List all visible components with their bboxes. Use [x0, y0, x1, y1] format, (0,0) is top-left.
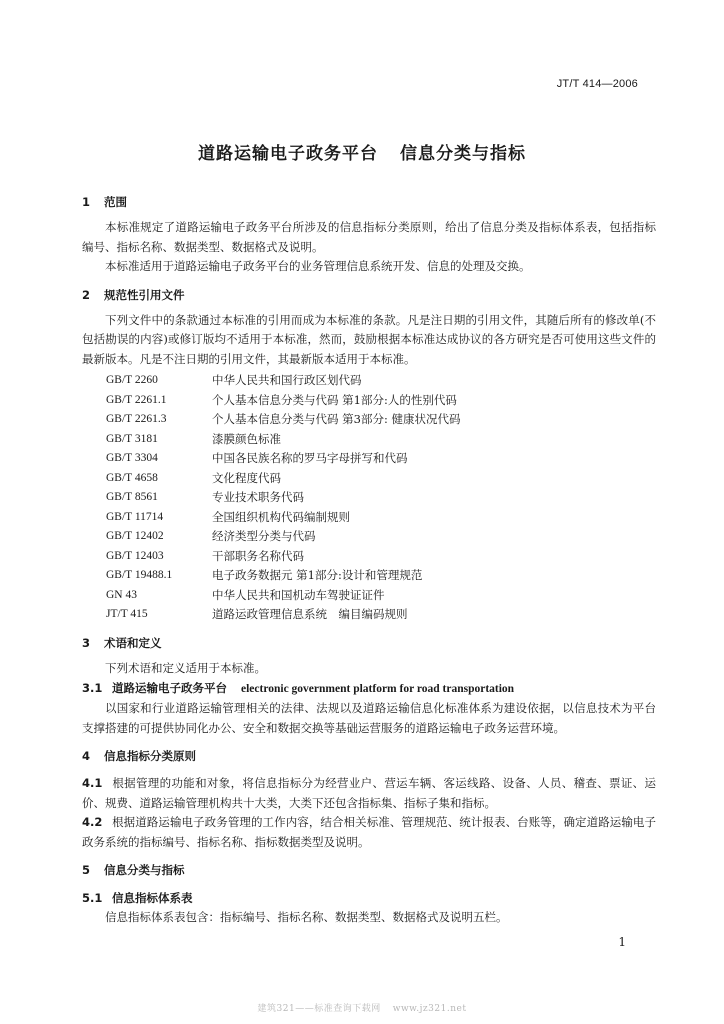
document-body: [82, 192, 656, 928]
term-english: electronic government platform for road transportation: [241, 683, 515, 695]
reference-code: GB/T 2261.3: [106, 413, 167, 425]
reference-item: [82, 371, 656, 391]
section-title: 信息分类与指标: [104, 863, 185, 877]
reference-code: GB/T 8561: [106, 491, 158, 503]
reference-title: 电子政务数据元 第1部分:设计和管理规范: [212, 568, 423, 582]
section-2-paragraph-1: 下列文件中的条款通过本标准的引用而成为本标准的条款。凡是注日期的引用文件，其随后所有的修改单(不包括勘误的内容)或修订版均不适用于本标准，然而，鼓励根据本标准达成协议的各方研究是否可使用这些文件的最新版本。凡是不注日期的引用文件，其最新版本适用于本标准。: [82, 312, 656, 366]
clause-text: 根据管理的功能和对象，将信息指标分为经营业户、营运车辆、客运线路、设备、人员、稽查、票证、运价、规费、道路运输管理机构共十大类，大类下还包含指标集、指标子集和指标。: [82, 776, 656, 810]
section-4-heading: [82, 746, 656, 766]
section-title: 范围: [104, 195, 127, 209]
reference-title: 文化程度代码: [212, 470, 281, 485]
reference-code: GB/T 19488.1: [106, 569, 173, 581]
reference-item: [82, 391, 656, 411]
page-number: 1: [618, 935, 626, 949]
normative-references-list: [82, 371, 656, 625]
watermark-site-name: 建筑321——标准查询下载网: [257, 1004, 381, 1014]
reference-code: GB/T 11714: [106, 510, 164, 523]
section-number: 4: [82, 749, 91, 763]
section-number: 5: [82, 863, 91, 877]
reference-item: [82, 586, 656, 606]
reference-code: GB/T 2261.1: [106, 393, 167, 406]
reference-item: [82, 488, 656, 508]
reference-code: JT/T 415: [106, 608, 148, 620]
section-1-paragraph-1: 本标准规定了道路运输电子政务平台所涉及的信息指标分类原则，给出了信息分类及指标体系表，包括指标编号、指标名称、数据类型、数据格式及说明。: [82, 220, 656, 254]
reference-title: 道路运政管理信息系统 编目编码规则: [212, 607, 408, 621]
term-3-1-definition: 以国家和行业道路运输管理相关的法律、法规以及道路运输信息化标准体系为建设依据，以信息技术为平台支撑搭建的可提供协同化办公、安全和数据交换等基础运营服务的道路运输电子政务运营环境。: [82, 701, 656, 735]
reference-item: [82, 508, 656, 528]
reference-code: GB/T 4658: [106, 471, 158, 484]
reference-code: GN 43: [106, 588, 137, 601]
subsection-number: 5.1: [82, 891, 103, 905]
reference-title: 漆膜颜色标准: [212, 431, 281, 446]
reference-code: GB/T 3181: [106, 432, 158, 445]
reference-title: 经济类型分类与代码: [212, 529, 316, 543]
section-2-heading: [82, 285, 656, 305]
reference-item: [82, 449, 656, 469]
reference-title: 干部职务名称代码: [212, 548, 304, 563]
section-3-paragraph-1: 下列术语和定义适用于本标准。: [105, 660, 266, 675]
reference-title: 个人基本信息分类与代码 第3部分: 健康状况代码: [212, 412, 461, 426]
section-1-paragraph-2: 本标准适用于道路运输电子政务平台的业务管理信息系统开发、信息的处理及交换。: [105, 259, 531, 273]
subsection-title: 信息指标体系表: [112, 891, 193, 905]
reference-item: [82, 430, 656, 450]
term-3-1-heading: [82, 678, 656, 699]
reference-code: GB/T 12402: [106, 530, 164, 542]
section-title: 规范性引用文件: [104, 287, 185, 302]
subsection-5-1-heading: [82, 888, 656, 908]
section-3-heading: [82, 633, 656, 653]
reference-title: 中华人民共和国行政区划代码: [212, 373, 362, 387]
clause-4-1: [82, 774, 656, 813]
reference-code: GB/T 2260: [106, 374, 158, 386]
clause-text: 根据道路运输电子政务管理的工作内容，结合相关标准、管理规范、统计报表、台账等，确定道路运输电子政务系统的指标编号、指标名称、指标数据类型及说明。: [82, 815, 656, 849]
clause-number: 4.2: [82, 815, 103, 829]
reference-title: 中华人民共和国机动车驾驶证证件: [212, 587, 385, 602]
term-number: 3.1: [82, 681, 103, 695]
reference-item: [82, 547, 656, 567]
standard-code: JT/T 414—2006: [556, 78, 638, 90]
term-chinese: 道路运输电子政务平台: [112, 681, 227, 695]
clause-number: 4.1: [82, 776, 103, 790]
watermark-url: www.jz321.net: [392, 1004, 467, 1014]
section-number: 1: [82, 195, 91, 209]
reference-item: [82, 410, 656, 430]
section-number: 2: [82, 287, 91, 302]
section-number: 3: [82, 635, 91, 650]
section-title: 信息指标分类原则: [104, 749, 196, 763]
clause-4-2: [82, 813, 656, 852]
section-title: 术语和定义: [104, 635, 162, 650]
reference-item: [82, 527, 656, 547]
reference-title: 全国组织机构代码编制规则: [212, 509, 350, 524]
reference-title: 个人基本信息分类与代码 第1部分:人的性别代码: [212, 392, 457, 407]
section-5-heading: [82, 860, 656, 880]
section-1-heading: [82, 192, 656, 212]
reference-code: GB/T 12403: [106, 549, 164, 562]
title-part-2: 信息分类与指标: [400, 144, 526, 164]
reference-title: 专业技术职务代码: [212, 490, 304, 504]
reference-title: 中国各民族名称的罗马字母拼写和代码: [212, 451, 408, 465]
reference-code: GB/T 3304: [106, 452, 158, 464]
subsection-5-1-text: 信息指标体系表包含：指标编号、指标名称、数据类型、数据格式及说明五栏。: [105, 910, 508, 924]
reference-item: [82, 469, 656, 489]
reference-item: [82, 605, 656, 625]
reference-item: [82, 566, 656, 586]
document-title: [0, 139, 724, 164]
watermark: [0, 1001, 724, 1014]
title-part-1: 道路运输电子政务平台: [198, 144, 378, 164]
